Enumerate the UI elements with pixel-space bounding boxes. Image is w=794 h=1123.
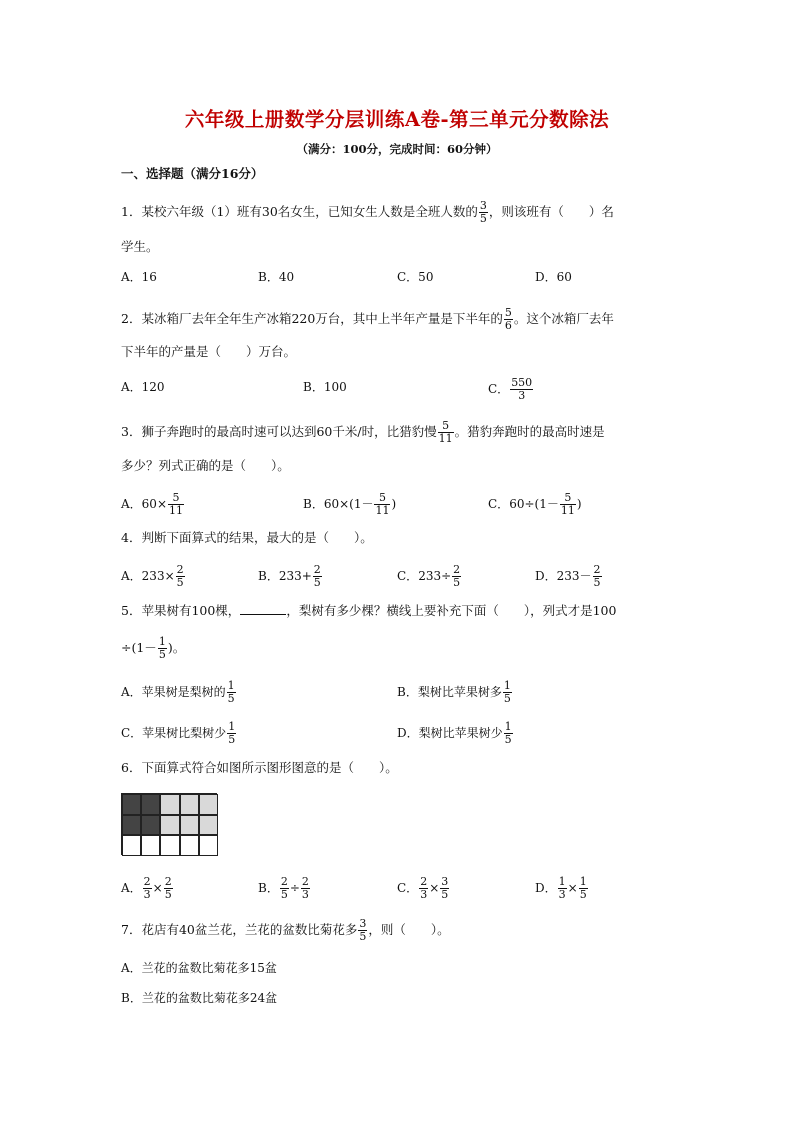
q1-option-d[interactable]: D．60 bbox=[535, 270, 572, 284]
q2-option-c[interactable]: C． $\frac{550}{3}$ bbox=[488, 376, 533, 402]
page-title: 六年级上册数学分层训练A卷-第三单元分数除法 bbox=[184, 108, 610, 131]
q3-option-b[interactable]: B．60×(1－ $\frac{5}{11}$ ) bbox=[303, 491, 397, 517]
grid-cell-shaded-dark bbox=[122, 794, 141, 815]
q3-fraction: $\frac{5}{11}$ bbox=[438, 419, 453, 445]
q3-text-post: 。猎豹奔跑时的最高时速是 bbox=[454, 424, 605, 439]
q3-option-c[interactable]: C．60÷(1－ $\frac{5}{11}$ ) bbox=[488, 491, 582, 517]
grid-cell-empty bbox=[122, 835, 141, 856]
q2-option-c-fraction: $\frac{550}{3}$ bbox=[511, 376, 533, 402]
q3-text-pre: 3．狮子奔跑时的最高时速可以达到60千米/时，比猎豹慢 bbox=[121, 424, 437, 439]
grid-cell-shaded-light bbox=[160, 815, 179, 836]
grid-cell-shaded-dark bbox=[122, 815, 141, 836]
question-7 bbox=[121, 918, 450, 943]
q3-line2: 多少？列式正确的是（ ）。 bbox=[121, 458, 290, 473]
q5-text-post: ，梨树有多少棵？横线上要补充下面（ ），列式才是100 bbox=[286, 603, 617, 618]
grid-cell-empty bbox=[141, 835, 160, 856]
q7-option-a[interactable]: A．兰花的盆数比菊花多15盆 bbox=[121, 961, 277, 975]
q5-blank-line[interactable] bbox=[240, 602, 286, 615]
q1-text-post: ，则该班有（ ）名 bbox=[488, 204, 614, 219]
q6-option-c[interactable]: C． $\frac{2}{3}$ × $\frac{3}{5}$ bbox=[397, 875, 449, 901]
q6-option-b[interactable]: B． $\frac{2}{5}$ ÷ $\frac{2}{3}$ bbox=[258, 875, 309, 901]
q4-option-a[interactable]: A．233× $\frac{2}{5}$ bbox=[121, 563, 184, 589]
q5-option-c[interactable]: C．苹果树比梨树少 $\frac{1}{5}$ bbox=[121, 720, 236, 746]
grid-cell-empty bbox=[199, 835, 218, 856]
q2-line2: 下半年的产量是（ ）万台。 bbox=[121, 344, 297, 359]
q2-text-post: 。这个冰箱厂去年 bbox=[513, 311, 614, 326]
page-subtitle: （满分：100分，完成时间：60分钟） bbox=[296, 142, 498, 156]
question-5 bbox=[121, 601, 616, 621]
q7-fraction: $\frac{3}{5}$ bbox=[359, 917, 367, 943]
grid-cell-shaded-light bbox=[199, 794, 218, 815]
q2-fraction: $\frac{5}{6}$ bbox=[504, 306, 512, 332]
q1-line2: 学生。 bbox=[121, 239, 159, 254]
grid-cell-empty bbox=[160, 835, 179, 856]
q1-option-c[interactable]: C．50 bbox=[397, 270, 434, 284]
q2-option-b[interactable]: B．100 bbox=[303, 380, 347, 394]
q2-option-a[interactable]: A．120 bbox=[121, 380, 165, 394]
q7-text-pre: 7．花店有40盆兰花，兰花的盆数比菊花多 bbox=[121, 922, 358, 937]
q4-option-c[interactable]: C．233÷ $\frac{2}{5}$ bbox=[397, 563, 461, 589]
q3-option-a[interactable]: A．60× $\frac{5}{11}$ bbox=[121, 491, 183, 517]
grid-cell-shaded-light bbox=[180, 794, 199, 815]
grid-cell-shaded-light bbox=[160, 794, 179, 815]
grid-cell-empty bbox=[180, 835, 199, 856]
grid-cell-shaded-dark bbox=[141, 794, 160, 815]
q1-text-pre: 1．某校六年级（1）班有30名女生，已知女生人数是全班人数的 bbox=[121, 204, 478, 219]
q5-text-pre: 5．苹果树有100棵， bbox=[121, 603, 241, 618]
q5-line2: ÷(1－ $\frac{1}{5}$ )。 bbox=[121, 635, 186, 661]
question-2 bbox=[121, 307, 614, 332]
question-1 bbox=[121, 200, 614, 225]
q6-option-a[interactable]: A． $\frac{2}{3}$ × $\frac{2}{5}$ bbox=[121, 875, 172, 901]
grid-cell-shaded-light bbox=[199, 815, 218, 836]
q4-option-b[interactable]: B．233+ $\frac{2}{5}$ bbox=[258, 563, 321, 589]
q5-option-a[interactable]: A．苹果树是梨树的 $\frac{1}{5}$ bbox=[121, 679, 235, 705]
q5-option-d[interactable]: D．梨树比苹果树少 $\frac{1}{5}$ bbox=[397, 720, 512, 746]
q2-text-pre: 2．某冰箱厂去年全年生产冰箱220万台，其中上半年产量是下半年的 bbox=[121, 311, 503, 326]
section-heading: 一、选择题（满分16分） bbox=[121, 166, 264, 181]
question-3 bbox=[121, 420, 605, 445]
q6-fraction-grid-figure bbox=[121, 793, 217, 855]
q1-option-b[interactable]: B．40 bbox=[258, 270, 295, 284]
grid-cell-shaded-light bbox=[180, 815, 199, 836]
q1-option-a[interactable]: A．16 bbox=[121, 270, 157, 284]
q1-fraction: $\frac{3}{5}$ bbox=[479, 199, 487, 225]
grid-cell-shaded-dark bbox=[141, 815, 160, 836]
q7-text-post: ，则（ ）。 bbox=[368, 922, 450, 937]
q7-option-b[interactable]: B．兰花的盆数比菊花多24盆 bbox=[121, 991, 278, 1005]
question-6: 6．下面算式符合如图所示图形图意的是（ ）。 bbox=[121, 760, 398, 775]
question-4: 4．判断下面算式的结果，最大的是（ ）。 bbox=[121, 530, 373, 545]
q5-option-b[interactable]: B．梨树比苹果树多 $\frac{1}{5}$ bbox=[397, 679, 511, 705]
q6-option-d[interactable]: D． $\frac{1}{3}$ × $\frac{1}{5}$ bbox=[535, 875, 587, 901]
q4-option-d[interactable]: D．233－ $\frac{2}{5}$ bbox=[535, 563, 601, 589]
